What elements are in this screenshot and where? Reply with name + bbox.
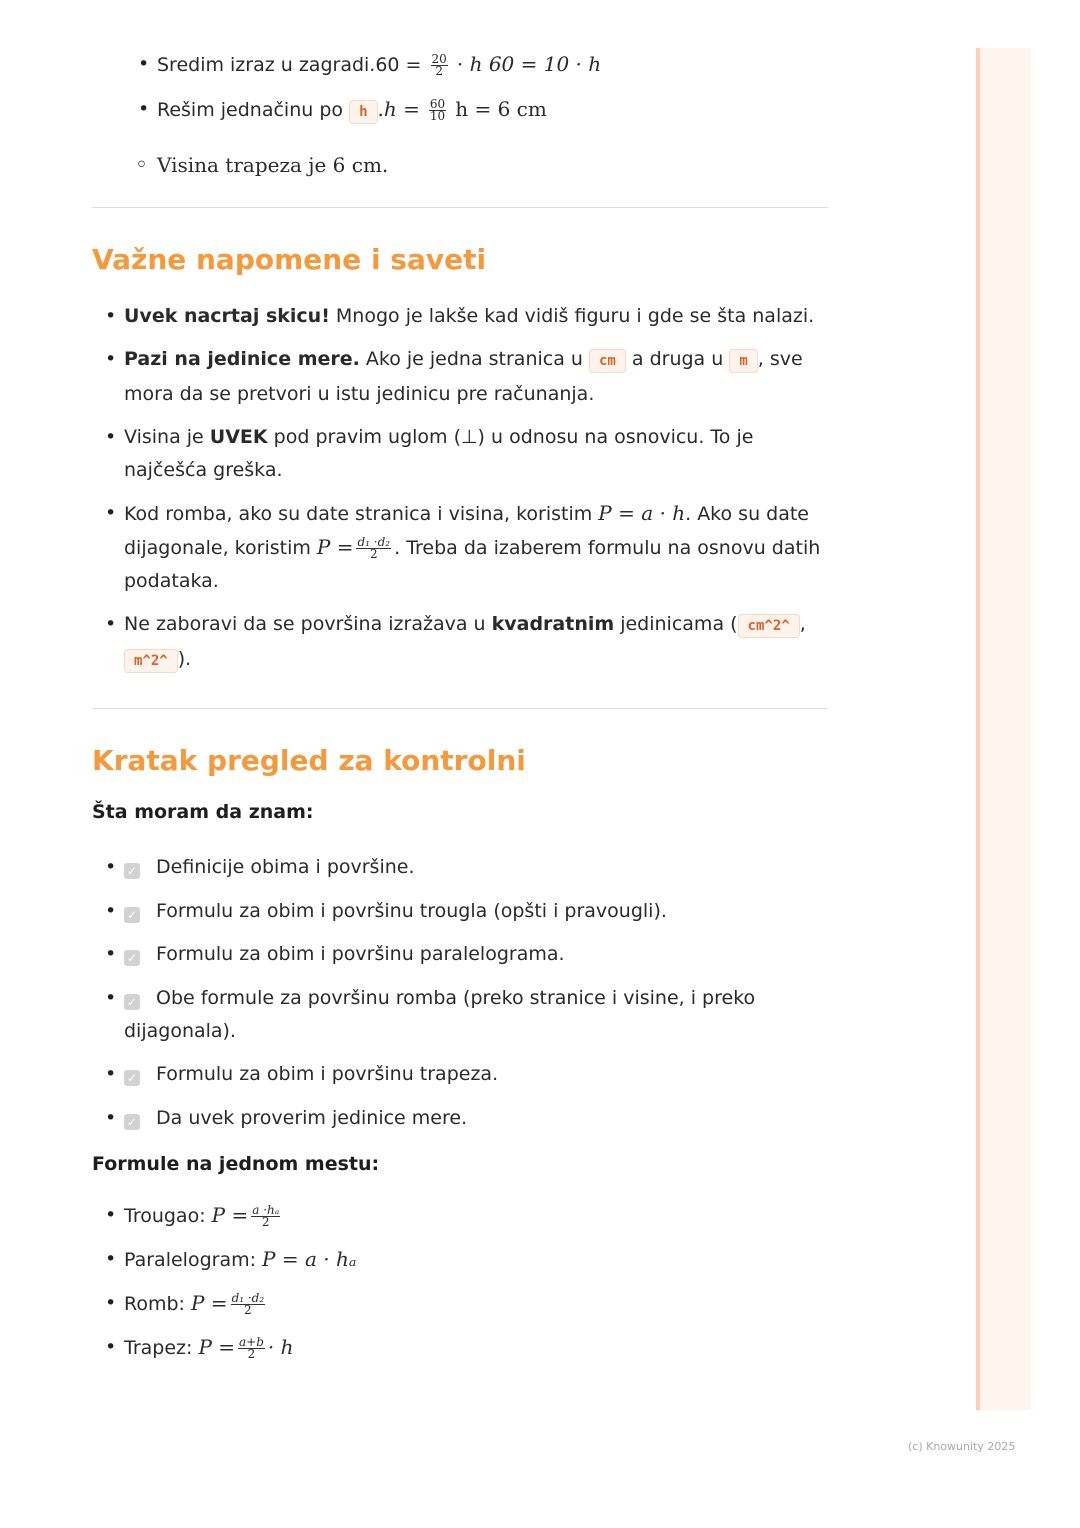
list-item-result: ◦ Visina trapeza je 6 cm.	[157, 149, 832, 183]
page-content	[92, 0, 832, 1375]
checklist-item: • ✓ Obe formule za površinu romba (preko stranice i visine, i preko dijagonala).	[124, 982, 832, 1048]
section-title-review: Kratak pregled za kontrolni	[92, 744, 526, 777]
checklist-item: • ✓ Formulu za obim i površinu paralelograma.	[124, 938, 832, 971]
divider	[92, 207, 828, 208]
fraction: $\frac{60}{10}$	[429, 97, 446, 123]
checklist-item: • ✓ Formulu za obim i površinu trapeza.	[124, 1058, 832, 1091]
notes-list	[92, 300, 824, 678]
section-title-notes: Važne napomene i saveti	[92, 243, 487, 276]
solution-steps	[92, 48, 832, 183]
list-item: • Paralelogram: P = a · hₐ	[124, 1243, 832, 1277]
checklist-item: • ✓ Definicije obima i površine.	[124, 851, 832, 884]
formulas-list	[92, 1199, 832, 1365]
checklist-item: • ✓ Da uvek proverim jedinice mere.	[124, 1102, 832, 1135]
fraction: $\frac{20}{2}$	[431, 52, 447, 78]
checklist-item: • ✓ Formulu za obim i površinu trougla (opšti i pravougli).	[124, 895, 832, 928]
list-item: • Sredim izraz u zagradi.60 = $\frac{20}{2}$ · h 60 = 10 · h	[157, 48, 832, 82]
checkbox-icon: ✓	[124, 950, 140, 966]
list-item: • Kod romba, ako su date stranica i visina, koristim P = a · h. Ako su date dijagonale, koristim P = $\frac{\text{d₁ ·d₂}}{2}$ . Treba da izaberem formulu na osnovu datih podataka.	[124, 497, 824, 598]
list-item: • Visina je UVEK pod pravim uglom (⊥) u odnosu na osnovicu. To je najčešća greška.	[124, 421, 824, 487]
checkbox-icon: ✓	[124, 863, 140, 879]
checkbox-icon: ✓	[124, 1070, 140, 1086]
fraction: $\frac{\text{d₁ ·d₂}}{2}$	[357, 535, 391, 561]
list-item: • Romb: P = $\frac{\text{d₁ ·d₂}}{2}$	[124, 1287, 832, 1321]
divider	[92, 708, 828, 709]
inline-code: m^2^	[124, 649, 178, 673]
checkbox-icon: ✓	[124, 1114, 140, 1130]
checkbox-icon: ✓	[124, 907, 140, 923]
inline-code: h	[349, 100, 377, 124]
checklist	[92, 851, 832, 1135]
list-item: • Ne zaboravi da se površina izražava u kvadratnim jedinicama ( cm^2^ , m^2^ ).	[124, 608, 824, 678]
side-accent-bar	[976, 48, 1031, 1410]
list-item: • Rešim jednačinu po h .h = $\frac{60}{10}$ h = 6 cm	[157, 93, 832, 129]
inline-code: m	[729, 349, 757, 373]
list-item: • Trougao: P = $\frac{\text{a ·hₐ}}{2}$	[124, 1199, 832, 1233]
fraction: $\frac{a+b}{2}$	[239, 1334, 264, 1361]
subheading-formulas: Formule na jednom mestu:	[92, 1152, 380, 1175]
checkbox-icon: ✓	[124, 994, 140, 1010]
copyright-footer: (c) Knowunity 2025	[908, 1440, 1016, 1453]
inline-code: cm	[589, 349, 626, 373]
list-item: • Pazi na jedinice mere. Ako je jedna stranica u cm a druga u m , sve mora da se pretvori u istu jedinicu pre računanja.	[124, 343, 824, 411]
list-item: • Trapez: P = $\frac{a+b}{2}$ · h	[124, 1331, 832, 1365]
inline-code: cm^2^	[738, 614, 800, 638]
list-item: • Uvek nacrtaj skicu! Mnogo je lakše kad vidiš figuru i gde se šta nalazi.	[124, 300, 824, 333]
fraction: $\frac{\text{a ·hₐ}}{2}$	[252, 1202, 280, 1229]
subheading-know: Šta moram da znam:	[92, 801, 314, 823]
fraction: $\frac{\text{d₁ ·d₂}}{2}$	[231, 1290, 265, 1317]
